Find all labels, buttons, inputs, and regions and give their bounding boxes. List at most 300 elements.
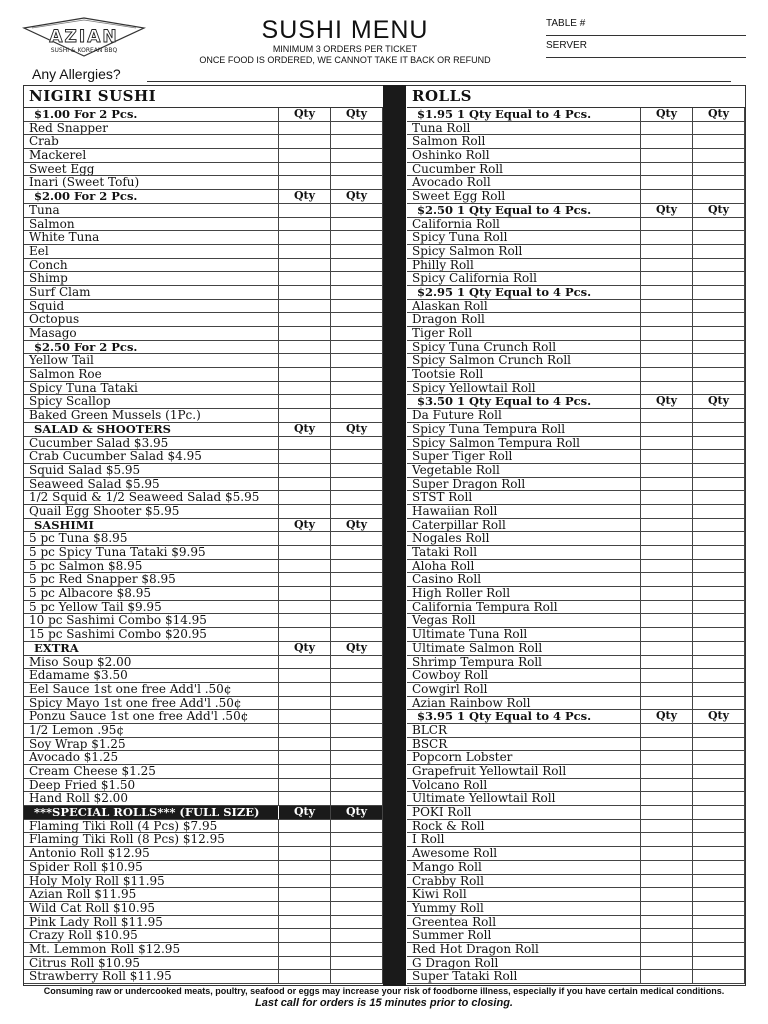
- qty-cell[interactable]: [641, 683, 693, 696]
- svg-text:SUSHI & KOREAN BBQ: SUSHI & KOREAN BBQ: [50, 47, 118, 54]
- qty-cell[interactable]: [331, 847, 383, 860]
- qty-cell[interactable]: [693, 724, 745, 737]
- menu-item-row: [24, 395, 383, 409]
- qty-cell[interactable]: [641, 300, 693, 313]
- menu-item-row: [407, 669, 745, 683]
- qty-cell[interactable]: [279, 724, 331, 737]
- qty-cell[interactable]: [693, 313, 745, 326]
- menu-item-name: BLCR: [407, 724, 641, 737]
- menu-item-row: [407, 573, 745, 587]
- section-title: $3.50 1 Qty Equal to 4 Pcs.: [407, 395, 641, 408]
- qty-cell[interactable]: [641, 628, 693, 641]
- qty-cell[interactable]: [641, 546, 693, 559]
- qty-cell[interactable]: [693, 751, 745, 764]
- menu-item-row: [407, 847, 745, 861]
- qty-cell[interactable]: [693, 656, 745, 669]
- qty-cell[interactable]: [693, 833, 745, 846]
- menu-item-name: Spicy Salmon Tempura Roll: [407, 437, 641, 450]
- qty-cell[interactable]: [279, 272, 331, 285]
- qty-cell[interactable]: [279, 957, 331, 970]
- qty-cell[interactable]: [641, 519, 693, 532]
- qty-cell[interactable]: [331, 765, 383, 778]
- qty-cell[interactable]: [331, 450, 383, 463]
- menu-item-name: Holy Moly Roll $11.95: [24, 875, 279, 888]
- qty-cell[interactable]: [331, 902, 383, 915]
- menu-item-row: [407, 478, 745, 492]
- qty-cell[interactable]: [279, 710, 331, 723]
- menu-item-row: [24, 601, 383, 615]
- menu-item-row: [24, 697, 383, 711]
- menu-item-row: [407, 628, 745, 642]
- qty-cell[interactable]: [641, 916, 693, 929]
- qty-cell[interactable]: [641, 327, 693, 340]
- menu-item-name: Azian Roll $11.95: [24, 888, 279, 901]
- qty-cell[interactable]: [641, 779, 693, 792]
- qty-cell[interactable]: [331, 970, 383, 983]
- section-title: EXTRA: [24, 642, 279, 655]
- qty-cell[interactable]: [693, 245, 745, 258]
- qty-cell[interactable]: [641, 409, 693, 422]
- qty-cell[interactable]: [331, 573, 383, 586]
- menu-item-name: 5 pc Red Snapper $8.95: [24, 573, 279, 586]
- qty-cell[interactable]: [693, 300, 745, 313]
- qty-cell[interactable]: [641, 560, 693, 573]
- qty-header: Qty: [331, 806, 383, 819]
- menu-item-row: [24, 792, 383, 806]
- qty-cell[interactable]: [331, 300, 383, 313]
- qty-cell[interactable]: [279, 573, 331, 586]
- qty-cell[interactable]: [331, 149, 383, 162]
- menu-item-row: [407, 368, 745, 382]
- qty-cell[interactable]: [693, 888, 745, 901]
- qty-cell[interactable]: [331, 395, 383, 408]
- qty-cell[interactable]: [693, 341, 745, 354]
- qty-cell[interactable]: [693, 970, 745, 983]
- qty-cell[interactable]: [331, 122, 383, 135]
- qty-cell[interactable]: [641, 957, 693, 970]
- qty-cell[interactable]: [693, 738, 745, 751]
- qty-cell[interactable]: [331, 751, 383, 764]
- qty-cell[interactable]: [331, 464, 383, 477]
- qty-cell[interactable]: [641, 697, 693, 710]
- qty-cell[interactable]: [279, 464, 331, 477]
- menu-item-name: Mango Roll: [407, 861, 641, 874]
- qty-cell[interactable]: [693, 847, 745, 860]
- qty-cell[interactable]: [641, 313, 693, 326]
- qty-cell[interactable]: [279, 478, 331, 491]
- qty-cell[interactable]: [641, 272, 693, 285]
- menu-item-name: Sweet Egg: [24, 163, 279, 176]
- qty-cell[interactable]: [693, 532, 745, 545]
- menu-item-name: Octopus: [24, 313, 279, 326]
- qty-cell[interactable]: [641, 491, 693, 504]
- allergy-input-line[interactable]: [147, 81, 731, 82]
- qty-cell[interactable]: [331, 833, 383, 846]
- qty-cell[interactable]: [331, 218, 383, 231]
- qty-header: Qty: [641, 204, 693, 217]
- qty-cell[interactable]: [693, 546, 745, 559]
- qty-cell[interactable]: [641, 820, 693, 833]
- qty-cell[interactable]: [279, 300, 331, 313]
- qty-cell[interactable]: [331, 875, 383, 888]
- qty-cell[interactable]: [279, 847, 331, 860]
- qty-cell[interactable]: [279, 820, 331, 833]
- qty-cell[interactable]: [693, 450, 745, 463]
- qty-cell[interactable]: [641, 792, 693, 805]
- qty-cell[interactable]: [693, 642, 745, 655]
- qty-cell[interactable]: [693, 437, 745, 450]
- qty-cell[interactable]: [693, 423, 745, 436]
- qty-cell[interactable]: [279, 916, 331, 929]
- qty-cell[interactable]: [279, 395, 331, 408]
- qty-cell[interactable]: [693, 505, 745, 518]
- qty-cell[interactable]: [641, 450, 693, 463]
- qty-cell[interactable]: [693, 231, 745, 244]
- menu-item-name: Super Tiger Roll: [407, 450, 641, 463]
- menu-item-name: POKI Roll: [407, 806, 641, 819]
- menu-item-row: [407, 341, 745, 355]
- qty-cell[interactable]: [279, 943, 331, 956]
- qty-cell[interactable]: [693, 875, 745, 888]
- qty-cell[interactable]: [279, 149, 331, 162]
- qty-cell[interactable]: [693, 259, 745, 272]
- qty-cell[interactable]: [693, 135, 745, 148]
- qty-cell[interactable]: [331, 820, 383, 833]
- qty-cell[interactable]: [331, 259, 383, 272]
- qty-cell[interactable]: [279, 437, 331, 450]
- qty-cell[interactable]: [331, 409, 383, 422]
- qty-cell[interactable]: [331, 245, 383, 258]
- qty-cell[interactable]: [641, 806, 693, 819]
- qty-cell[interactable]: [693, 190, 745, 203]
- qty-cell[interactable]: [641, 601, 693, 614]
- qty-cell[interactable]: [641, 614, 693, 627]
- qty-cell[interactable]: [331, 738, 383, 751]
- qty-cell[interactable]: [279, 792, 331, 805]
- qty-cell[interactable]: [641, 259, 693, 272]
- qty-cell[interactable]: [331, 163, 383, 176]
- qty-cell[interactable]: [641, 861, 693, 874]
- qty-cell[interactable]: [331, 491, 383, 504]
- qty-cell[interactable]: [331, 683, 383, 696]
- qty-cell[interactable]: [331, 628, 383, 641]
- menu-item-name: Red Hot Dragon Roll: [407, 943, 641, 956]
- qty-cell[interactable]: [279, 875, 331, 888]
- qty-cell[interactable]: [693, 916, 745, 929]
- qty-cell[interactable]: [331, 697, 383, 710]
- qty-cell[interactable]: [331, 532, 383, 545]
- qty-cell[interactable]: [331, 601, 383, 614]
- qty-cell[interactable]: [693, 560, 745, 573]
- qty-cell[interactable]: [693, 779, 745, 792]
- qty-cell[interactable]: [693, 163, 745, 176]
- menu-item-row: [24, 943, 383, 957]
- qty-cell[interactable]: [693, 929, 745, 942]
- qty-cell[interactable]: [331, 943, 383, 956]
- qty-cell[interactable]: [641, 135, 693, 148]
- qty-cell[interactable]: [279, 122, 331, 135]
- qty-cell[interactable]: [279, 382, 331, 395]
- qty-cell[interactable]: [641, 833, 693, 846]
- qty-cell[interactable]: [641, 724, 693, 737]
- qty-cell[interactable]: [331, 669, 383, 682]
- qty-cell[interactable]: [641, 888, 693, 901]
- qty-cell[interactable]: [641, 970, 693, 983]
- qty-cell[interactable]: [279, 779, 331, 792]
- qty-cell[interactable]: [331, 286, 383, 299]
- qty-cell[interactable]: [693, 464, 745, 477]
- qty-cell[interactable]: [279, 532, 331, 545]
- qty-cell[interactable]: [693, 122, 745, 135]
- qty-cell[interactable]: [693, 792, 745, 805]
- qty-cell[interactable]: [279, 135, 331, 148]
- qty-cell[interactable]: [693, 382, 745, 395]
- qty-cell[interactable]: [693, 669, 745, 682]
- qty-cell[interactable]: [641, 765, 693, 778]
- qty-header: [279, 341, 331, 354]
- qty-cell[interactable]: [693, 820, 745, 833]
- qty-cell[interactable]: [641, 464, 693, 477]
- menu-item-row: [24, 546, 383, 560]
- qty-cell[interactable]: [693, 519, 745, 532]
- qty-cell[interactable]: [279, 683, 331, 696]
- menu-item-name: Volcano Roll: [407, 779, 641, 792]
- qty-cell[interactable]: [279, 751, 331, 764]
- qty-cell[interactable]: [279, 765, 331, 778]
- qty-cell[interactable]: [693, 272, 745, 285]
- qty-cell[interactable]: [693, 327, 745, 340]
- qty-cell[interactable]: [279, 546, 331, 559]
- qty-cell[interactable]: [641, 218, 693, 231]
- menu-item-row: [407, 779, 745, 793]
- qty-cell[interactable]: [331, 792, 383, 805]
- qty-cell[interactable]: [279, 231, 331, 244]
- qty-cell[interactable]: [641, 245, 693, 258]
- qty-cell[interactable]: [693, 478, 745, 491]
- qty-cell[interactable]: [641, 163, 693, 176]
- qty-cell[interactable]: [331, 135, 383, 148]
- qty-cell[interactable]: [641, 642, 693, 655]
- qty-cell[interactable]: [693, 614, 745, 627]
- qty-cell[interactable]: [641, 354, 693, 367]
- qty-cell[interactable]: [279, 560, 331, 573]
- qty-cell[interactable]: [641, 423, 693, 436]
- qty-cell[interactable]: [279, 669, 331, 682]
- qty-cell[interactable]: [641, 149, 693, 162]
- server-field[interactable]: SERVER: [546, 40, 746, 58]
- qty-cell[interactable]: [693, 601, 745, 614]
- qty-cell[interactable]: [279, 902, 331, 915]
- qty-cell[interactable]: [693, 573, 745, 586]
- qty-cell[interactable]: [693, 354, 745, 367]
- qty-cell[interactable]: [641, 368, 693, 381]
- qty-cell[interactable]: [279, 354, 331, 367]
- qty-cell[interactable]: [693, 943, 745, 956]
- qty-cell[interactable]: [331, 204, 383, 217]
- section-title: ***SPECIAL ROLLS*** (FULL SIZE): [24, 806, 279, 819]
- qty-cell[interactable]: [331, 957, 383, 970]
- qty-cell[interactable]: [641, 751, 693, 764]
- qty-cell[interactable]: [693, 491, 745, 504]
- qty-cell[interactable]: [279, 163, 331, 176]
- menu-item-row: [407, 861, 745, 875]
- qty-cell[interactable]: [641, 505, 693, 518]
- qty-cell[interactable]: [331, 176, 383, 189]
- menu-item-row: [24, 970, 383, 984]
- qty-cell[interactable]: [279, 409, 331, 422]
- qty-cell[interactable]: [693, 957, 745, 970]
- qty-cell[interactable]: [331, 505, 383, 518]
- qty-cell[interactable]: [331, 587, 383, 600]
- menu-item-row: [407, 382, 745, 396]
- qty-cell[interactable]: [693, 765, 745, 778]
- qty-cell[interactable]: [331, 710, 383, 723]
- qty-cell[interactable]: [331, 546, 383, 559]
- qty-cell[interactable]: [641, 176, 693, 189]
- qty-cell[interactable]: [279, 176, 331, 189]
- qty-cell[interactable]: [279, 491, 331, 504]
- qty-cell[interactable]: [331, 929, 383, 942]
- menu-item-row: [407, 464, 745, 478]
- qty-cell[interactable]: [331, 313, 383, 326]
- menu-item-name: Yummy Roll: [407, 902, 641, 915]
- qty-cell[interactable]: [331, 368, 383, 381]
- qty-cell[interactable]: [331, 231, 383, 244]
- menu-item-row: [24, 286, 383, 300]
- menu-item-row: [24, 656, 383, 670]
- qty-cell[interactable]: [279, 313, 331, 326]
- qty-cell[interactable]: [331, 478, 383, 491]
- qty-cell[interactable]: [331, 614, 383, 627]
- qty-cell[interactable]: [279, 505, 331, 518]
- table-number-field[interactable]: TABLE #: [546, 18, 746, 36]
- qty-cell[interactable]: [279, 368, 331, 381]
- qty-cell[interactable]: [641, 573, 693, 586]
- menu-item-name: Cucumber Roll: [407, 163, 641, 176]
- qty-cell[interactable]: [279, 628, 331, 641]
- qty-cell[interactable]: [279, 245, 331, 258]
- menu-item-row: [24, 847, 383, 861]
- qty-cell[interactable]: [693, 587, 745, 600]
- menu-item-name: Alaskan Roll: [407, 300, 641, 313]
- qty-cell[interactable]: [693, 368, 745, 381]
- qty-cell[interactable]: [641, 943, 693, 956]
- qty-cell[interactable]: [331, 861, 383, 874]
- menu-item-name: Flaming Tiki Roll (4 Pcs) $7.95: [24, 820, 279, 833]
- qty-cell[interactable]: [641, 122, 693, 135]
- qty-cell[interactable]: [693, 902, 745, 915]
- menu-item-row: [24, 176, 383, 190]
- qty-cell[interactable]: [331, 437, 383, 450]
- qty-cell[interactable]: [641, 738, 693, 751]
- qty-cell[interactable]: [693, 149, 745, 162]
- qty-cell[interactable]: [279, 614, 331, 627]
- qty-cell[interactable]: [331, 272, 383, 285]
- qty-cell[interactable]: [279, 286, 331, 299]
- qty-cell[interactable]: [693, 218, 745, 231]
- qty-cell[interactable]: [279, 833, 331, 846]
- qty-cell[interactable]: [331, 656, 383, 669]
- qty-cell[interactable]: [641, 587, 693, 600]
- qty-cell[interactable]: [693, 409, 745, 422]
- qty-cell[interactable]: [279, 587, 331, 600]
- qty-cell[interactable]: [331, 779, 383, 792]
- menu-item-row: [24, 313, 383, 327]
- qty-cell[interactable]: [641, 532, 693, 545]
- qty-cell[interactable]: [331, 916, 383, 929]
- qty-cell[interactable]: [331, 354, 383, 367]
- menu-item-name: Squid: [24, 300, 279, 313]
- menu-item-name: Mackerel: [24, 149, 279, 162]
- qty-cell[interactable]: [641, 190, 693, 203]
- qty-cell[interactable]: [693, 628, 745, 641]
- qty-cell[interactable]: [331, 724, 383, 737]
- qty-cell[interactable]: [279, 929, 331, 942]
- qty-cell[interactable]: [641, 231, 693, 244]
- menu-item-row: [24, 765, 383, 779]
- qty-cell[interactable]: [331, 888, 383, 901]
- qty-cell[interactable]: [693, 806, 745, 819]
- svg-text:AZIAN: AZIAN: [49, 27, 119, 47]
- qty-cell[interactable]: [693, 861, 745, 874]
- qty-cell[interactable]: [279, 888, 331, 901]
- qty-cell[interactable]: [279, 861, 331, 874]
- menu-item-name: Eel Sauce 1st one free Add'l .50¢: [24, 683, 279, 696]
- menu-item-name: Rock & Roll: [407, 820, 641, 833]
- qty-cell[interactable]: [641, 847, 693, 860]
- qty-header: Qty: [641, 395, 693, 408]
- qty-cell[interactable]: [279, 204, 331, 217]
- qty-cell[interactable]: [641, 478, 693, 491]
- menu-item-row: [24, 916, 383, 930]
- menu-item-row: [407, 218, 745, 232]
- menu-item-row: [407, 587, 745, 601]
- menu-item-name: Inari (Sweet Tofu): [24, 176, 279, 189]
- qty-cell[interactable]: [279, 259, 331, 272]
- qty-cell[interactable]: [693, 697, 745, 710]
- qty-cell[interactable]: [693, 176, 745, 189]
- section-header-row: [24, 423, 383, 437]
- qty-cell[interactable]: [279, 697, 331, 710]
- menu-item-name: California Tempura Roll: [407, 601, 641, 614]
- qty-cell[interactable]: [641, 875, 693, 888]
- menu-item-name: Ponzu Sauce 1st one free Add'l .50¢: [24, 710, 279, 723]
- qty-cell[interactable]: [331, 327, 383, 340]
- menu-item-row: [407, 313, 745, 327]
- qty-cell[interactable]: [641, 341, 693, 354]
- qty-cell[interactable]: [331, 382, 383, 395]
- menu-item-name: Mt. Lemmon Roll $12.95: [24, 943, 279, 956]
- qty-cell[interactable]: [279, 656, 331, 669]
- qty-cell[interactable]: [331, 560, 383, 573]
- qty-cell[interactable]: [279, 218, 331, 231]
- qty-cell[interactable]: [279, 738, 331, 751]
- qty-cell[interactable]: [641, 382, 693, 395]
- menu-item-name: Super Tataki Roll: [407, 970, 641, 983]
- qty-cell[interactable]: [641, 437, 693, 450]
- qty-cell[interactable]: [641, 929, 693, 942]
- qty-cell[interactable]: [279, 601, 331, 614]
- qty-cell[interactable]: [279, 970, 331, 983]
- qty-cell[interactable]: [641, 902, 693, 915]
- qty-cell[interactable]: [279, 450, 331, 463]
- menu-item-name: Flaming Tiki Roll (8 Pcs) $12.95: [24, 833, 279, 846]
- qty-cell[interactable]: [279, 327, 331, 340]
- menu-item-name: Spicy Tuna Roll: [407, 231, 641, 244]
- qty-cell[interactable]: [641, 669, 693, 682]
- qty-cell[interactable]: [641, 656, 693, 669]
- qty-cell[interactable]: [693, 683, 745, 696]
